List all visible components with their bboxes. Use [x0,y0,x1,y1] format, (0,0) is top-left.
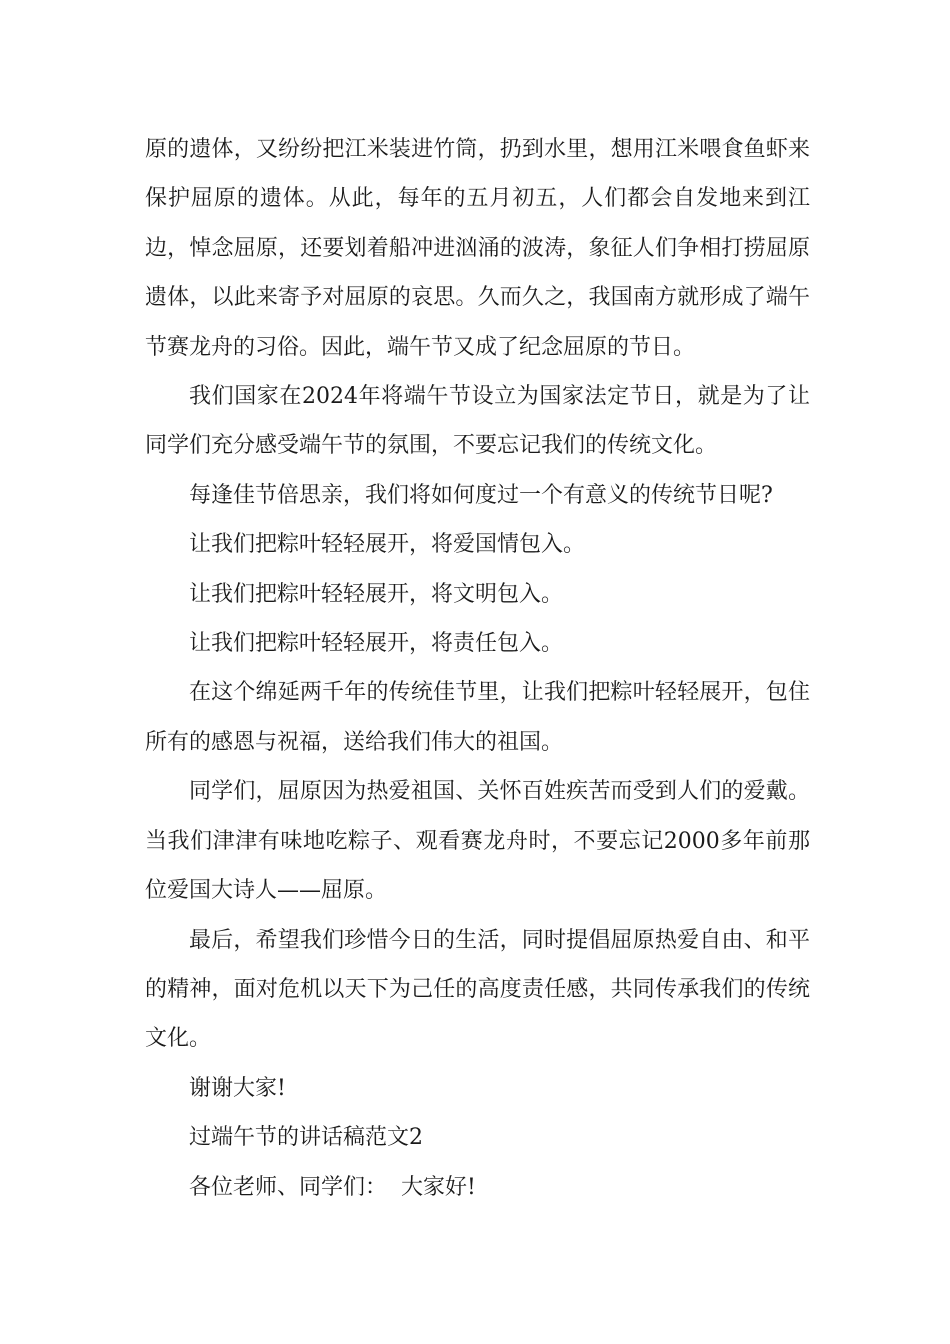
paragraph-civility: 让我们把粽叶轻轻展开，将文明包入。 [189,581,564,607]
paragraph-responsibility: 让我们把粽叶轻轻展开，将责任包入。 [189,631,564,657]
paragraph-qu-yuan: 同学们，屈原因为热爱祖国、关怀百姓疾苦而受到人们的爱戴。当我们津津有味地吃粽子、观看赛龙舟时，不要忘记2000多年前那位爱国大诗人——屈原。 [145,779,810,904]
section-title: 过端午节的讲话稿范文2 [189,1125,423,1151]
paragraph-continuation: 原的遗体，又纷纷把江米装进竹筒，扔到水里，想用江米喂食鱼虾来保护屈原的遗体。从此，每年的五月初五，人们都会自发地来到江边，悼念屈原，还要划着船冲进汹涌的波涛，象征人们争相打捞屈原遗体，以此来寄予对屈原的哀思。久而久之，我国南方就形成了端午节赛龙舟的习俗。因此，端午节又成了纪念屈原的节日。 [145,137,810,360]
document-body [145,125,810,1212]
paragraph-greeting: 各位老师、同学们： 大家好! [189,1174,476,1200]
paragraph-thanks: 谢谢大家! [189,1075,286,1101]
paragraph-gratitude: 在这个绵延两千年的传统佳节里，让我们把粽叶轻轻展开，包住所有的感恩与祝福，送给我们伟大的祖国。 [145,680,810,755]
paragraph-conclusion: 最后，希望我们珍惜今日的生活，同时提倡屈原热爱自由、和平的精神，面对危机以天下为己任的高度责任感，共同传承我们的传统文化。 [145,927,810,1052]
paragraph-patriotism: 让我们把粽叶轻轻展开，将爱国情包入。 [189,532,586,558]
paragraph-question: 每逢佳节倍思亲，我们将如何度过一个有意义的传统节日呢? [189,482,773,508]
paragraph-holiday-law: 我们国家在2024年将端午节设立为国家法定节日，就是为了让同学们充分感受端午节的氛围，不要忘记我们的传统文化。 [145,384,810,459]
